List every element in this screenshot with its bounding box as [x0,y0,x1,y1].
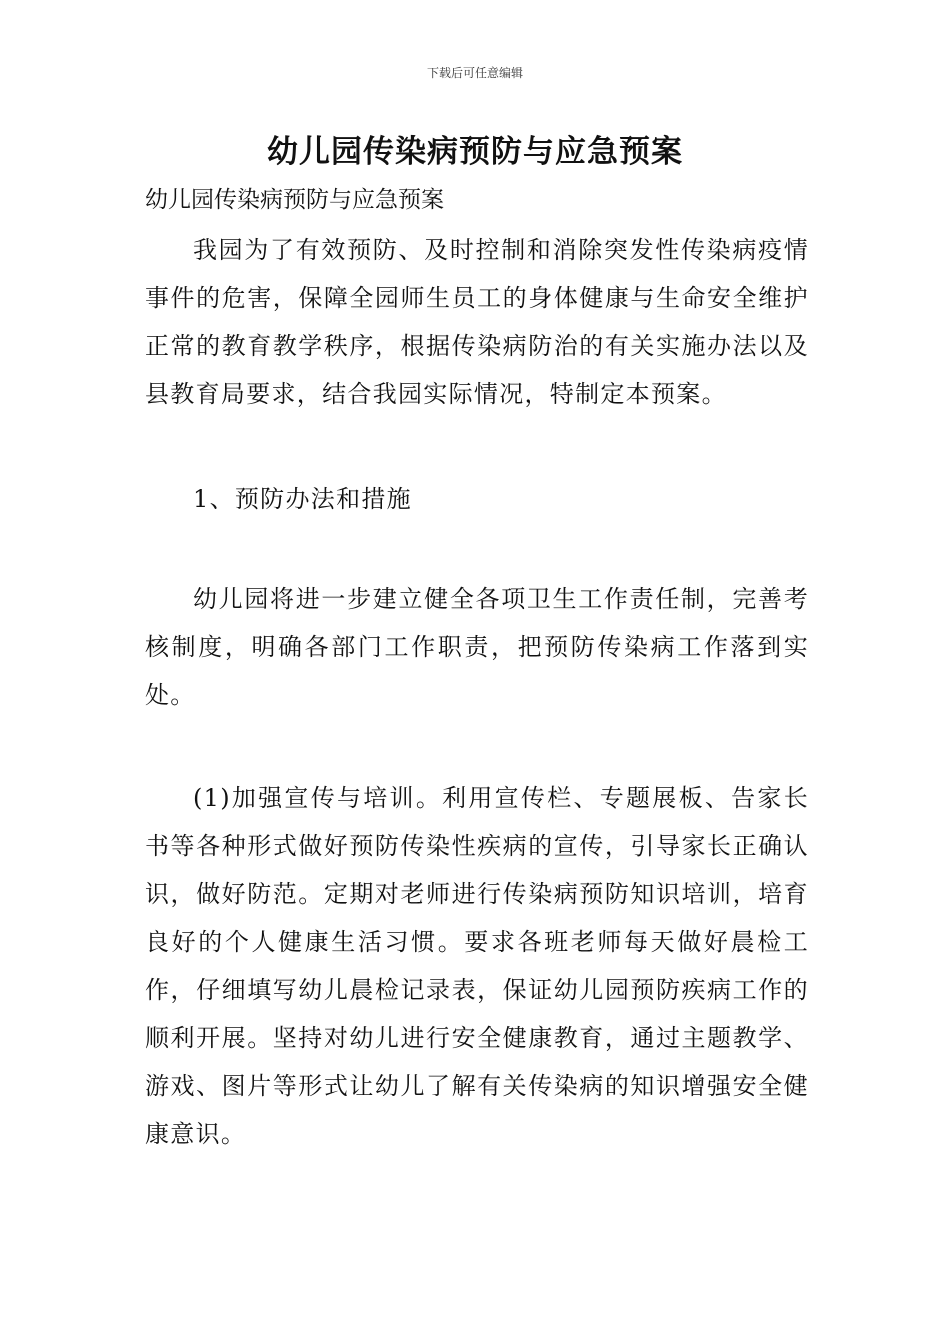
page-header-note: 下载后可任意编辑 [426,66,523,80]
document-title: 幼儿园传染病预防与应急预案 [267,134,683,170]
section-heading-prevention: 1、预防办法和措施 [193,485,412,513]
item-paragraph-publicity-training: (1)加强宣传与培训。利用宣传栏、专题展板、告家长书等各种形式做好预防传染性疾病的宣传，引导家长正确认识，做好防范。定期对老师进行传染病预防知识培训，培育良好的个人健康生活习惯。要求各班老师每天做好晨检工作，仔细填写幼儿晨检记录表，保证幼儿园预防疾病工作的顺利开展。坚持对幼儿进行安全健康教育，通过主题教学、游戏、图片等形式让幼儿了解有关传染病的知识增强安全健康意识。 [145,784,809,1148]
section-body-paragraph: 幼儿园将进一步建立健全各项卫生工作责任制，完善考核制度，明确各部门工作职责，把预防传染病工作落到实处。 [145,585,809,709]
document-subtitle: 幼儿园传染病预防与应急预案 [145,187,444,213]
intro-paragraph: 我园为了有效预防、及时控制和消除突发性传染病疫情事件的危害，保障全园师生员工的身体健康与生命安全维护正常的教育教学秩序，根据传染病防治的有关实施办法以及县教育局要求，结合我园实际情况，特制定本预案。 [145,236,809,408]
